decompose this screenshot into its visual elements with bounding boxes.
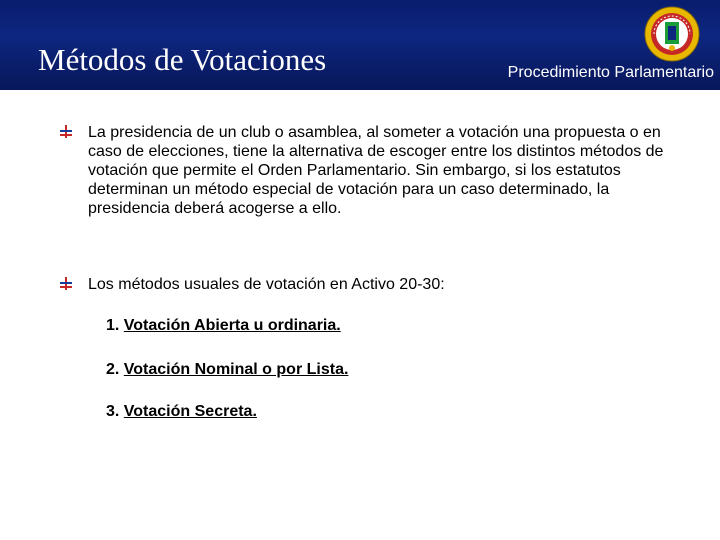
method-number: 1. (106, 317, 120, 334)
method-item-1 (106, 317, 341, 335)
club-emblem-icon (644, 6, 700, 62)
slide-title: Métodos de Votaciones (38, 42, 327, 77)
method-link-abierta[interactable]: Votación Abierta u ordinaria. (123, 317, 341, 334)
slide-header (0, 0, 720, 90)
method-item-2 (106, 361, 348, 379)
slide-subtitle: Procedimiento Parlamentario (507, 64, 714, 81)
paragraph-presidency: La presidencia de un club o asamblea, al someter a votación una propuesta o en caso de elecciones, tiene la alternativa de escoger entre los distintos métodos de votación que permite el Orden Parlamentario. Sin embargo, si los estatutos determinan un método especial de votación para un caso determinado, la presidencia deberá acogerse a ello. (88, 124, 664, 217)
method-link-secreta[interactable]: Votación Secreta. (123, 403, 257, 420)
method-number: 2. (106, 361, 120, 378)
method-number: 3. (106, 403, 120, 420)
method-item-3 (106, 403, 257, 421)
method-link-nominal[interactable]: Votación Nominal o por Lista. (123, 361, 349, 378)
bullet-icon (58, 275, 74, 291)
paragraph-methods-intro: Los métodos usuales de votación en Activo 20-30: (88, 276, 445, 293)
bullet-icon (58, 123, 74, 139)
